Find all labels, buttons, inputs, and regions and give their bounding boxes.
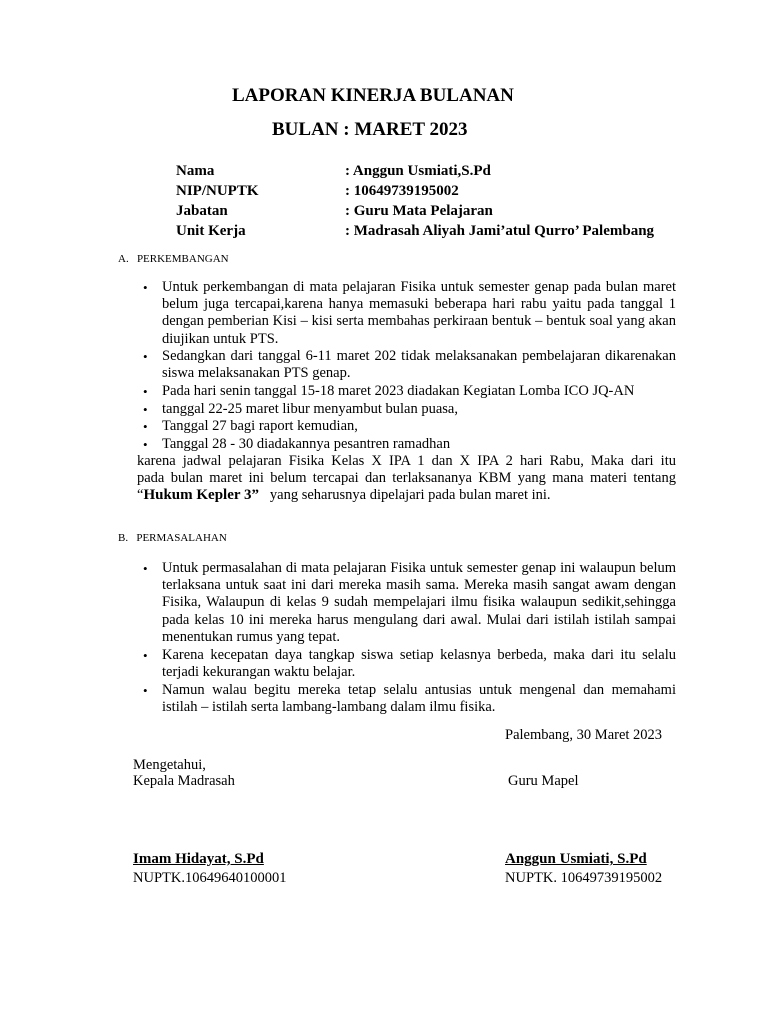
headmaster-nuptk: NUPTK.10649640100001 [133,870,287,886]
identity-label-name: Nama [176,163,215,179]
section-a-item-6: Tanggal 28 - 30 diadakannya pesantren ramadhan [162,436,451,452]
bullet-marker: • [143,419,148,434]
section-a-item-3: Pada hari senin tanggal 15-18 maret 2023 diadakan Kegiatan Lomba ICO JQ-AN [162,383,635,399]
bullet-marker: • [143,648,148,663]
section-a-item-4: tanggal 22-25 maret libur menyambut bulan puasa, [162,401,458,417]
identity-value-nip: : 10649739195002 [345,183,459,199]
teacher-role: Guru Mapel [508,773,579,789]
section-a-closing-line-1: karena jadwal pelajaran Fisika Kelas X IPA 1 dan X IPA 2 hari Rabu, Maka dari itu [137,453,676,469]
section-a-closing-line-2: pada bulan maret ini belum tercapai dan terlaksananya KBM yang mana materi tentang [137,470,676,486]
bullet-marker: • [143,561,148,576]
section-a-item-2: Sedangkan dari tanggal 6-11 maret 202 tidak melaksanakan pembelajaran dikarenakan siswa melaksanakan PTS genap. [162,348,676,382]
section-a-item-1: Untuk perkembangan di mata pelajaran Fisika untuk semester genap pada bulan maret belum juga tercapai,karena hanya memasuki beberapa hari rabu yaitu pada tanggal 1 dengan pemberian Kisi – kisi serta membahas perkiraan bentuk – bentuk soal yang akan diujikan untuk PTS. [162,279,676,347]
acknowledge-label: Mengetahui, [133,757,206,773]
bullet-marker: • [143,349,148,364]
headmaster-name: Imam Hidayat, S.Pd [133,851,264,867]
identity-label-nip: NIP/NUPTK [176,183,259,199]
identity-label-position: Jabatan [176,203,228,219]
report-month: BULAN : MARET 2023 [272,119,468,140]
section-b-item-1: Untuk permasalahan di mata pelajaran Fisika untuk semester genap ini walaupun belum terlaksana untuk saat ini dari mereka masih sama. Mereka masih sangat awam dengan Fisika, Walaupun di kelas 9 sudah mempelajari ilmu fisika walaupun sedikit,sehingga pada kelas 10 ini mereka harus mengulang dari awal. Mulai dari istilah istilah sampai menentukan rumus yang tepat. [162,560,676,645]
closing-rest: yang seharusnya dipelajari pada bulan maret ini. [269,487,551,503]
hukum-kepler-term: Hukum Kepler 3” [143,487,260,503]
teacher-nuptk: NUPTK. 10649739195002 [505,870,663,886]
place-date: Palembang, 30 Maret 2023 [505,727,663,743]
identity-label-unit: Unit Kerja [176,223,246,239]
identity-value-name: : Anggun Usmiati,S.Pd [345,163,491,179]
open-quote: “ [137,487,144,503]
section-a-item-5: Tanggal 27 bagi raport kemudian, [162,418,358,434]
section-b-heading: B. PERMASALAHAN [118,532,227,544]
section-a-closing-line-3 [137,487,551,504]
section-b-item-3: Namun walau begitu mereka tetap selalu antusias untuk mengenal dan memahami istilah – istilah serta lambang-lambang dalam ilmu fisika. [162,682,676,716]
bullet-marker: • [143,384,148,399]
bullet-marker: • [143,280,148,295]
identity-value-unit: : Madrasah Aliyah Jami’atul Qurro’ Palembang [345,223,655,239]
identity-value-position: : Guru Mata Pelajaran [345,203,493,219]
section-b-item-2: Karena kecepatan daya tangkap siswa setiap kelasnya berbeda, maka dari itu selalu terjadi kekurangan waktu belajar. [162,647,676,681]
teacher-name: Anggun Usmiati, S.Pd [505,851,647,867]
bullet-marker: • [143,683,148,698]
headmaster-role: Kepala Madrasah [133,773,235,789]
bullet-marker: • [143,437,148,452]
report-title: LAPORAN KINERJA BULANAN [232,85,514,106]
section-a-heading: A. PERKEMBANGAN [118,253,229,265]
bullet-marker: • [143,402,148,417]
